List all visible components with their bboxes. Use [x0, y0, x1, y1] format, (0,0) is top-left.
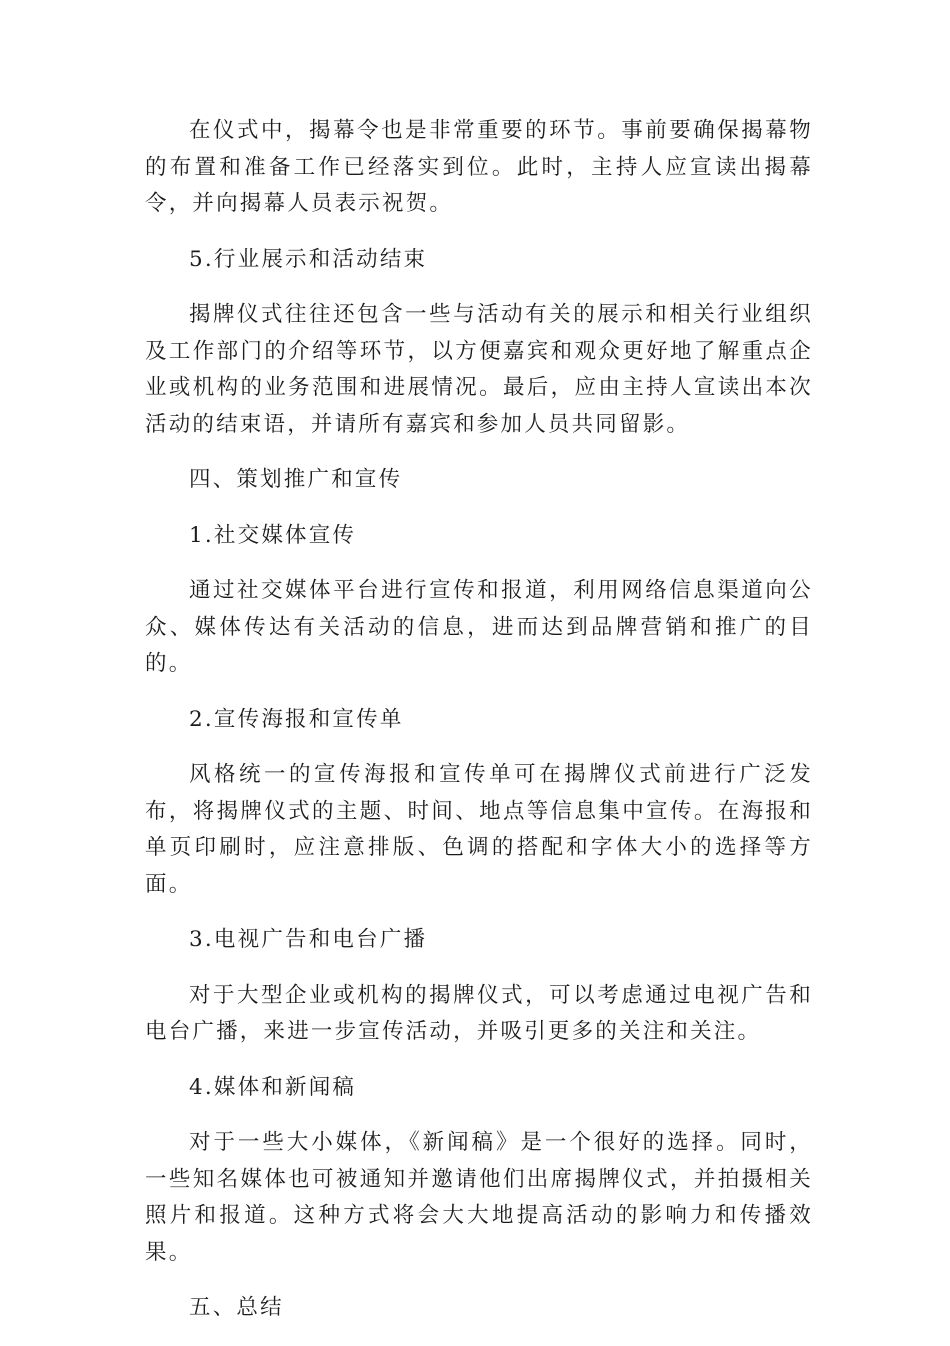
paragraph-social-media: 通过社交媒体平台进行宣传和报道，利用网络信息渠道向公众、媒体传达有关活动的信息，进而达到品牌营销和推广的目的。 [145, 578, 813, 676]
heading-posters: 2.宣传海报和宣传单 [189, 706, 404, 732]
paragraph-posters: 风格统一的宣传海报和宣传单可在揭牌仪式前进行广泛发布，将揭牌仪式的主题、时间、地点等信息集中宣传。在海报和单页印刷时，应注意排版、色调的搭配和字体大小的选择等方面。 [145, 762, 813, 897]
paragraph-press-release: 对于一些大小媒体，《新闻稿》是一个很好的选择。同时，一些知名媒体也可被通知并邀请他们出席揭牌仪式，并拍摄相关照片和报道。这种方式将会大大地提高活动的影响力和传播效果。 [145, 1130, 813, 1265]
paragraph-industry-display: 揭牌仪式往往还包含一些与活动有关的展示和相关行业组织及工作部门的介绍等环节，以方便嘉宾和观众更好地了解重点企业或机构的业务范围和进展情况。最后，应由主持人宣读出本次活动的结束语，并请所有嘉宾和参加人员共同留影。 [145, 302, 813, 437]
heading-section-four: 四、策划推广和宣传 [189, 467, 403, 492]
heading-press-release: 4.媒体和新闻稿 [189, 1074, 357, 1100]
paragraph-unveiling-order: 在仪式中，揭幕令也是非常重要的环节。事前要确保揭幕物的布置和准备工作已经落实到位。此时，主持人应宣读出揭幕令，并向揭幕人员表示祝贺。 [145, 118, 813, 216]
document-body [145, 113, 813, 1346]
heading-industry-display: 5.行业展示和活动结束 [189, 246, 428, 272]
heading-tv-radio: 3.电视广告和电台广播 [189, 927, 428, 952]
paragraph-tv-radio: 对于大型企业或机构的揭牌仪式，可以考虑通过电视广告和电台广播，来进一步宣传活动，并吸引更多的关注和关注。 [145, 982, 813, 1044]
heading-summary: 五、总结 [189, 1295, 284, 1320]
heading-social-media: 1.社交媒体宣传 [189, 522, 357, 548]
